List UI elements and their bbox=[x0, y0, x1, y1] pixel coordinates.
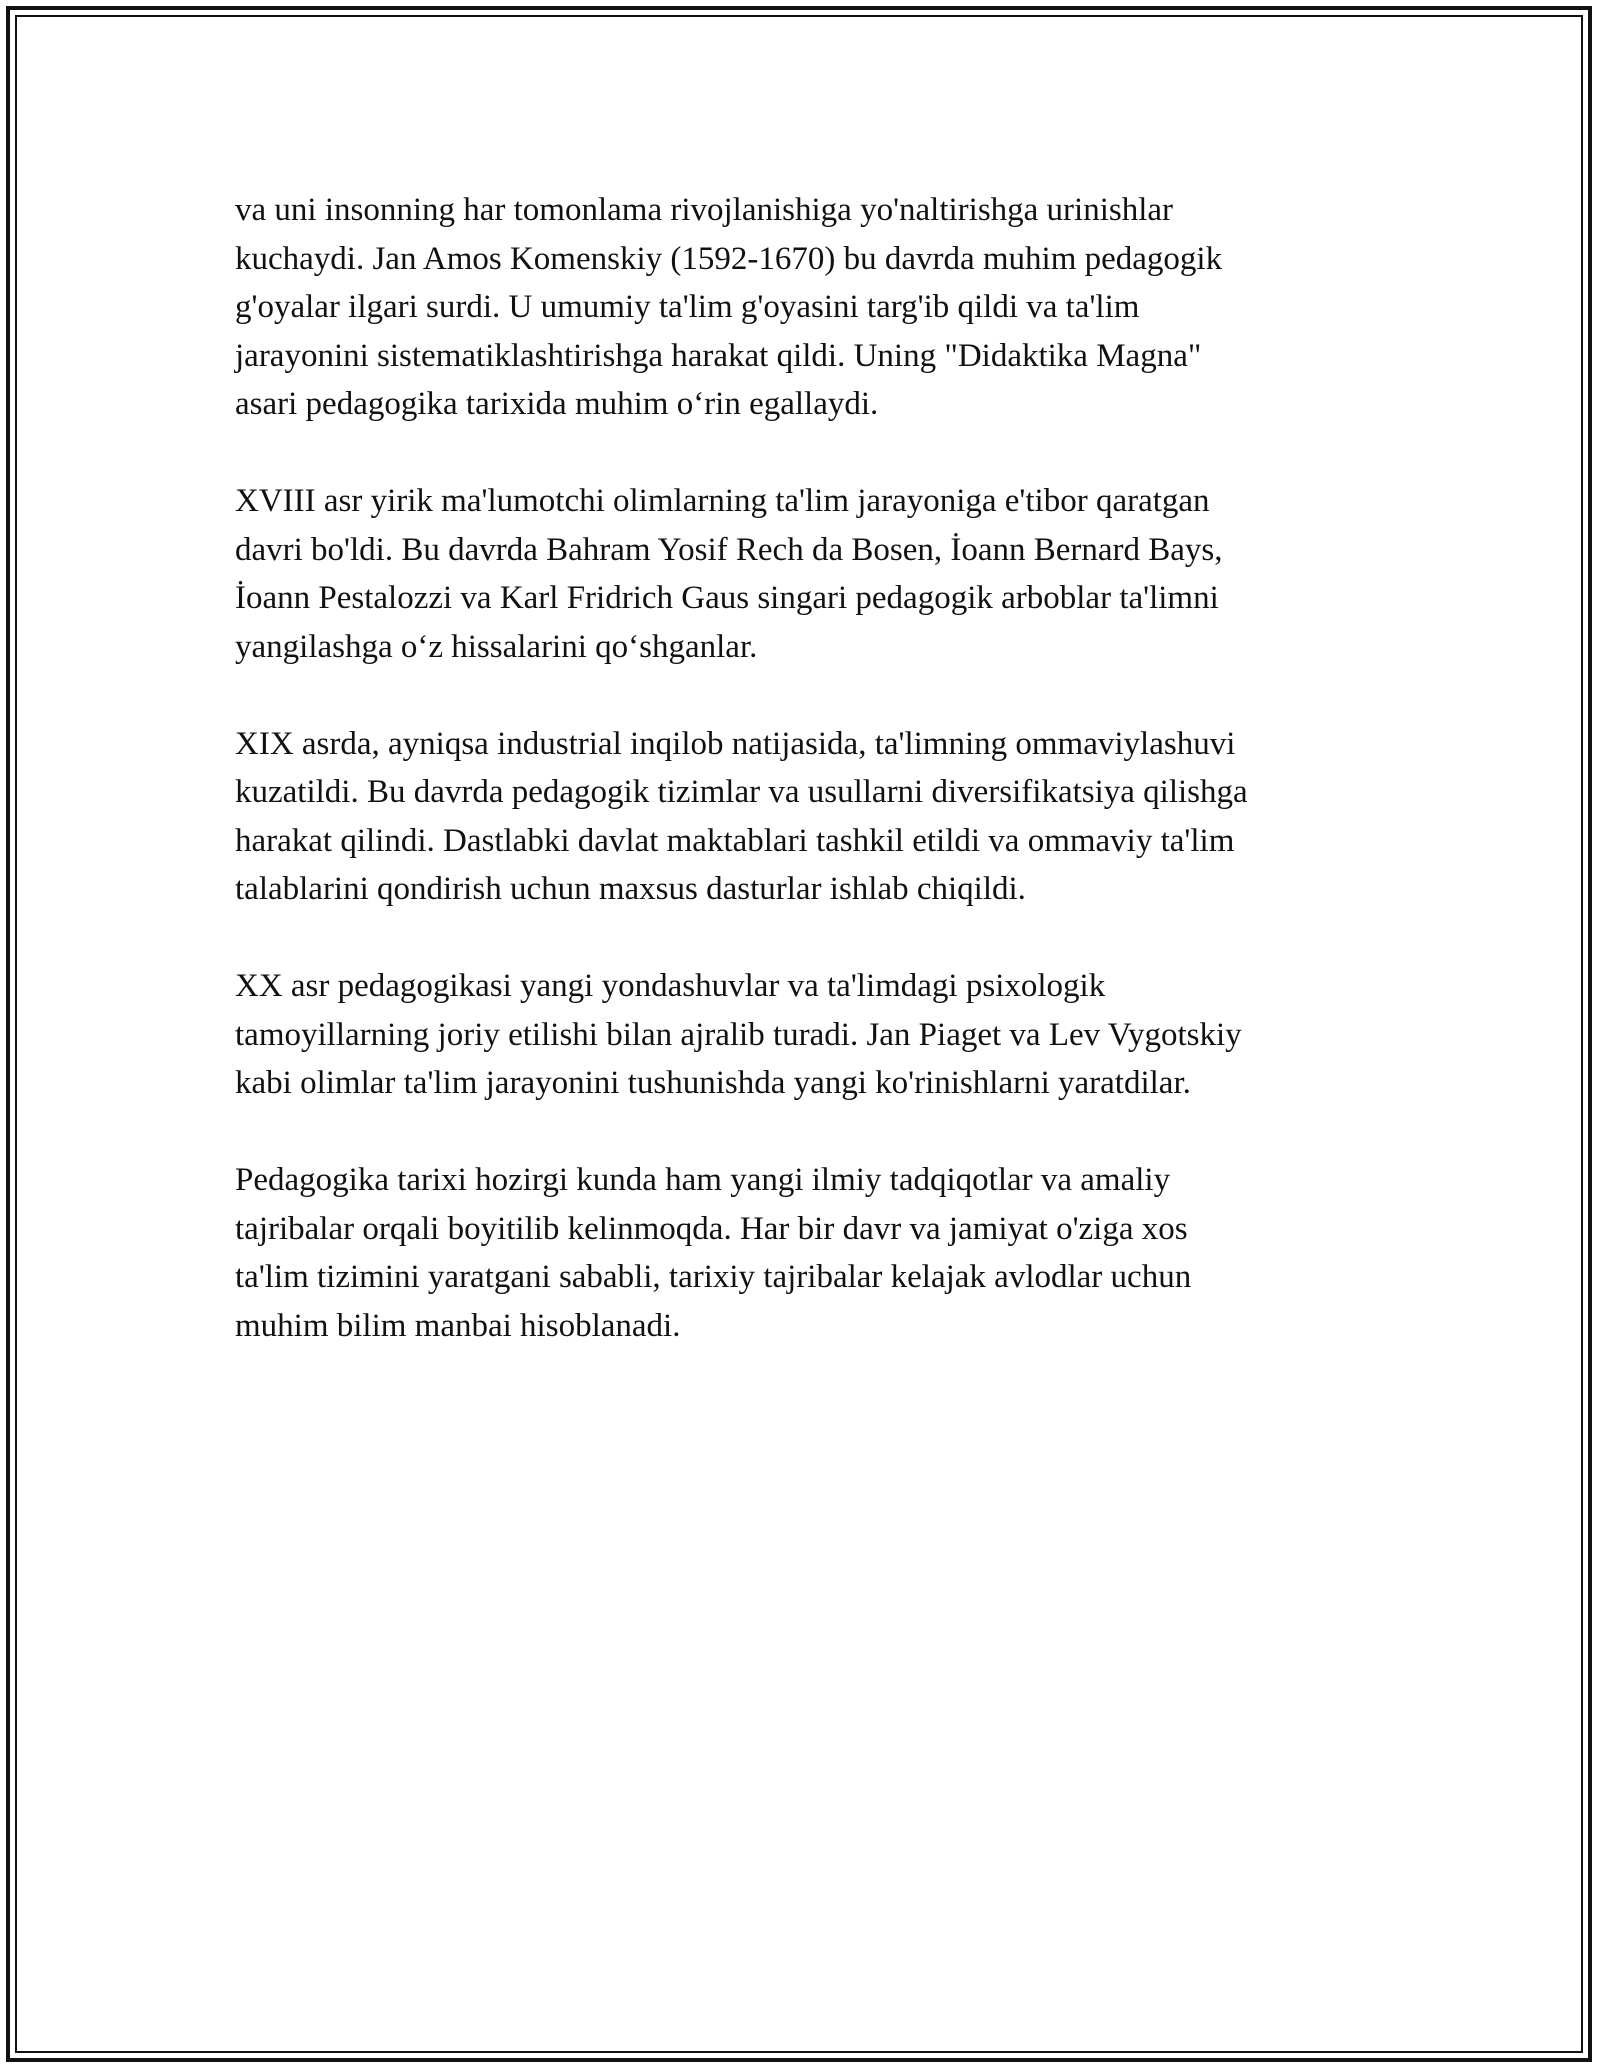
paragraph-xviii-century: XVIII asr yirik ma'lumotchi olimlarning ta'lim jarayoniga e'tibor qaratgan davri bo'ldi. Bu davrda Bahram Yosif Rech da Bosen, İoann Bernard Bays, İoann Pestalozzi va Karl Fridrich Gaus singari pedagogik arboblar ta'limni yangilashga o‘z hissalarini qo‘shganlar. bbox=[235, 483, 1223, 665]
paragraph-xix-century: XIX asrda, ayniqsa industrial inqilob natijasida, ta'limning ommaviylashuvi kuzatildi. Bu davrda pedagogik tizimlar va usullarni diversifikatsiya qilishga harakat qilindi. Dastlabki davlat maktablari tashkil etildi va ommaviy ta'lim talablarini qondirish uchun maxsus dasturlar ishlab chiqildi. bbox=[235, 725, 1248, 907]
paragraph-conclusion: Pedagogika tarixi hozirgi kunda ham yangi ilmiy tadqiqotlar va amaliy tajribalar orqali boyitilib kelinmoqda. Har bir davr va jamiyat o'ziga xos ta'lim tizimini yaratgani sababli, tarixiy tajribalar kelajak avlodlar uchun muhim bilim manbai hisoblanadi. bbox=[235, 1162, 1192, 1344]
document-body bbox=[235, 186, 1375, 1399]
paragraph-komenskiy: va uni insonning har tomonlama rivojlanishiga yo'naltirishga urinishlar kuchaydi. Jan Amos Komenskiy (1592-1670) bu davrda muhim pedagogik g'oyalar ilgari surdi. U umumiy ta'lim g'oyasini targ'ib qildi va ta'lim jarayonini sistematiklashtirishga harakat qildi. Uning "Didaktika Magna" asari pedagogika tarixida muhim o‘rin egallaydi. bbox=[235, 192, 1223, 422]
paragraph-xx-century: XX asr pedagogikasi yangi yondashuvlar va ta'limdagi psixologik tamoyillarning joriy etilishi bilan ajralib turadi. Jan Piaget va Lev Vygotskiy kabi olimlar ta'lim jarayonini tushunishda yangi ko'rinishlarni yaratdilar. bbox=[235, 968, 1242, 1101]
